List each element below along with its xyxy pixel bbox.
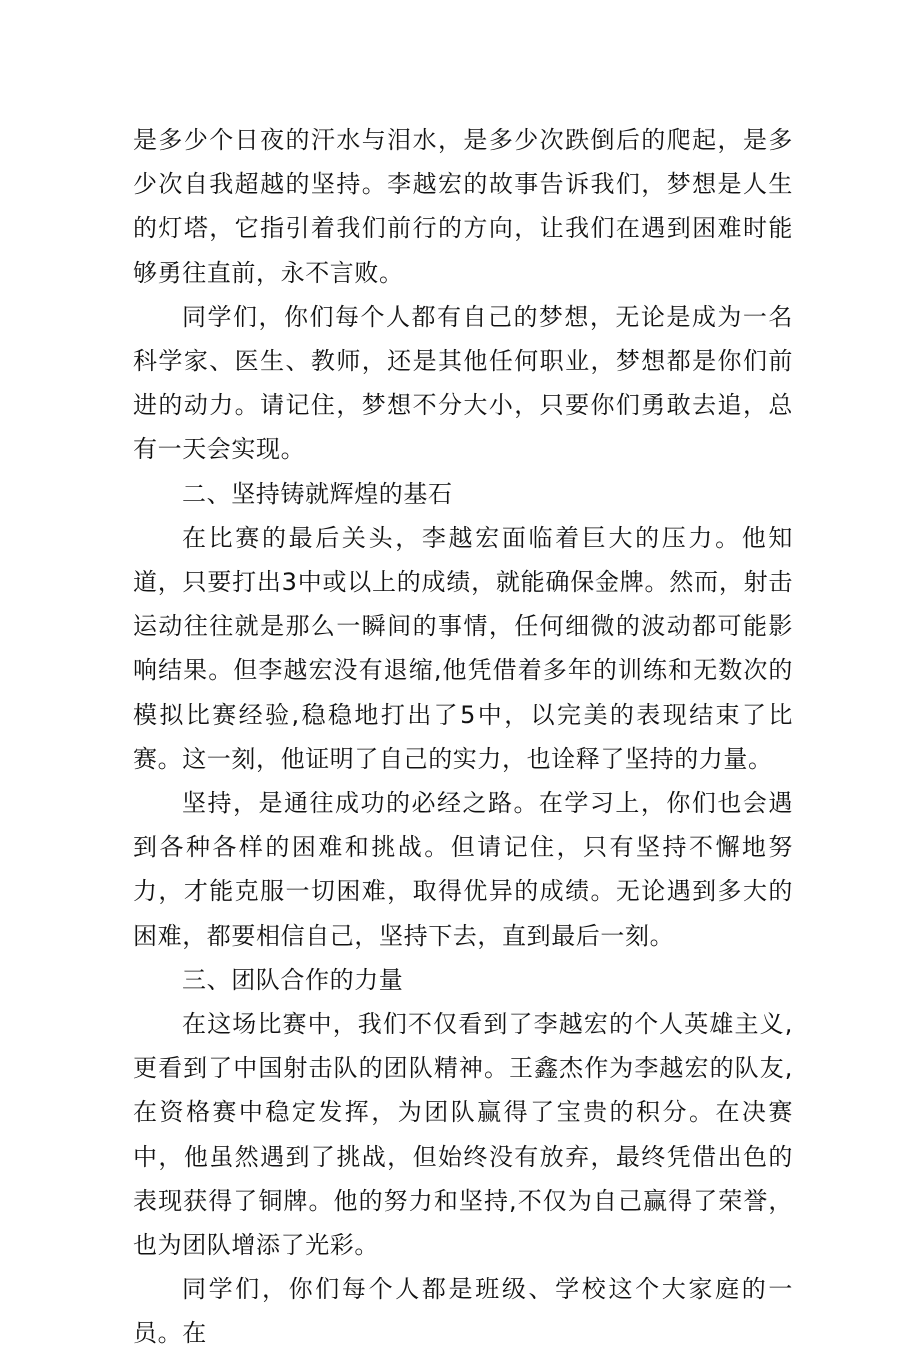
paragraph: 在比赛的最后关头，李越宏面临着巨大的压力。他知道，只要打出3中或以上的成绩，就能确保金牌。然而，射击运动往往就是那么一瞬间的事情，任何细微的波动都可能影响结果。但李越宏没有退缩,他凭借着多年的训练和无数次的模拟比赛经验,稳稳地打出了5中，以完美的表现结束了比赛。这一刻，他证明了自己的实力，也诠释了坚持的力量。 <box>133 523 793 773</box>
section-heading: 三、团队合作的力量 <box>182 965 404 994</box>
paragraph: 同学们，你们每个人都有自己的梦想，无论是成为一名科学家、医生、教师，还是其他任何职业，梦想都是你们前进的动力。请记住，梦想不分大小，只要你们勇敢去追，总有一天会实现。 <box>133 302 793 464</box>
document-body <box>133 118 793 1356</box>
section-heading: 二、坚持铸就辉煌的基石 <box>182 479 453 508</box>
paragraph: 坚持，是通往成功的必经之路。在学习上，你们也会遇到各种各样的困难和挑战。但请记住，只有坚持不懈地努力，才能克服一切困难，取得优异的成绩。无论遇到多大的困难，都要相信自己，坚持下去，直到最后一刻。 <box>133 789 793 950</box>
paragraph: 同学们，你们每个人都是班级、学校这个大家庭的一员。在 <box>133 1275 793 1348</box>
paragraph: 在这场比赛中，我们不仅看到了李越宏的个人英雄主义,更看到了中国射击队的团队精神。王鑫杰作为李越宏的队友,在资格赛中稳定发挥，为团队赢得了宝贵的积分。在决赛中，他虽然遇到了挑战，但始终没有放弃，最终凭借出色的表现获得了铜牌。他的努力和坚持,不仅为自己赢得了荣誉，也为团队增添了光彩。 <box>133 1010 793 1260</box>
paragraph: 是多少个日夜的汗水与泪水，是多少次跌倒后的爬起，是多少次自我超越的坚持。李越宏的故事告诉我们，梦想是人生的灯塔，它指引着我们前行的方向，让我们在遇到困难时能够勇往直前，永不言败。 <box>133 126 793 287</box>
